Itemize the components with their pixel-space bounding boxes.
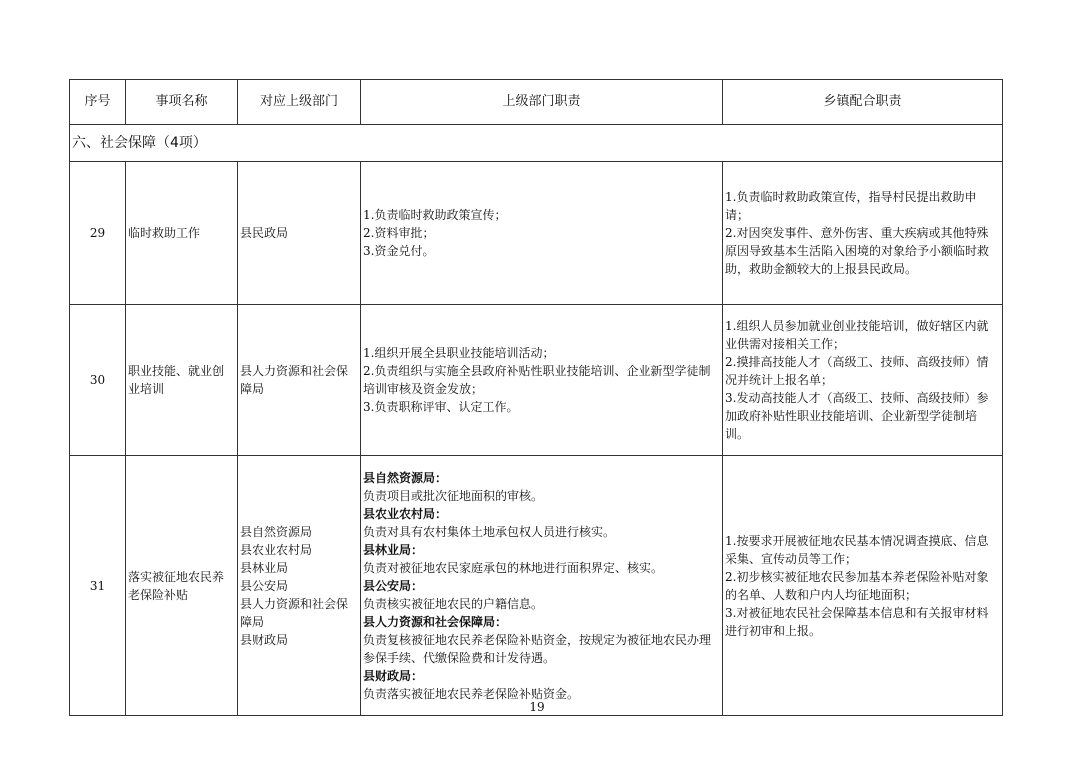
dept-name: 县财政局 [240,632,289,647]
header-no: 序号 [70,80,126,125]
table-row [70,162,1003,305]
duty-line: 负责对被征地农民家庭承包的林地进行面积界定、核实。 [363,560,664,575]
duty-line: 负责落实被征地农民养老保险补贴资金。 [363,686,580,701]
dept-heading: 县自然资源局： [363,470,448,485]
section-row [70,125,1003,162]
dept-heading: 县农业农村局： [363,506,448,521]
table-row [70,456,1003,716]
dept-name: 县人力资源和社会保障局 [240,364,349,396]
duty-line: 2.对因突发事件、意外伤害、重大疾病或其他特殊原因导致基本生活陷入困境的对象给予小额临时救助，救助金额较大的上报县民政局。 [725,226,990,276]
upper-duties-cell [361,305,723,456]
dept-cell [238,305,361,456]
duty-line: 2.资料审批； [363,226,435,240]
dept-name: 县林业局 [240,560,289,575]
dept-name: 县自然资源局 [240,524,313,539]
town-duties-cell [723,305,1003,456]
item-name: 职业技能、就业创业培训 [126,305,238,456]
duty-line: 1.组织人员参加就业创业技能培训，做好辖区内就业供需对接相关工作； [725,319,989,351]
header-town-duties: 乡镇配合职责 [723,80,1003,125]
duty-line: 1.按要求开展被征地农民基本情况调查摸底、信息采集、宣传动员等工作； [725,533,989,566]
item-name: 临时救助工作 [126,162,238,305]
header-upper-duties: 上级部门职责 [361,80,723,125]
duty-line: 负责复核被征地农民养老保险补贴资金，按规定为被征地农民办理参保手续、代缴保险费和计发待遇。 [363,632,712,665]
upper-duties-cell [361,162,723,305]
dept-name: 县民政局 [240,226,289,240]
duty-line: 3.资金兑付。 [363,244,435,258]
table-header-row [70,80,1003,125]
dept-heading: 县公安局： [363,578,424,593]
town-duties-cell [723,162,1003,305]
duty-line: 1.组织开展全县职业技能培训活动； [363,346,555,360]
duty-line: 1.负责临时救助政策宣传； [363,208,507,222]
duty-line: 1.负责临时救助政策宣传，指导村民提出救助申请； [725,190,977,222]
row-number: 30 [70,305,126,456]
duty-line: 2.初步核实被征地农民参加基本养老保险补贴对象的名单、人数和户内人均征地面积； [725,569,989,602]
dept-name: 县人力资源和社会保障局 [240,596,349,629]
duty-line: 3.对被征地农民社会保障基本信息和有关报审材料进行初审和上报。 [725,605,989,638]
dept-name: 县公安局 [240,578,289,593]
header-item: 事项名称 [126,80,238,125]
town-duties-cell [723,456,1003,716]
table-row [70,305,1003,456]
duty-line: 3.发动高技能人才（高级工、技师、高级技师）参加政府补贴性职业技能培训、企业新型学徒制培训。 [725,391,989,441]
duty-line: 负责项目或批次征地面积的审核。 [363,488,544,503]
duty-table [69,79,1003,716]
item-name: 落实被征地农民养老保险补贴 [126,456,238,716]
duty-line: 负责对具有农村集体土地承包权人员进行核实。 [363,524,616,539]
section-title: 六、社会保障（4项） [70,125,1003,162]
page-number: 19 [529,700,545,714]
dept-name: 县农业农村局 [240,542,313,557]
row-number: 31 [70,456,126,716]
header-dept: 对应上级部门 [238,80,361,125]
duty-line: 负责核实被征地农民的户籍信息。 [363,596,544,611]
dept-cell [238,162,361,305]
duty-line: 3.负责职称评审、认定工作。 [363,400,519,414]
dept-heading: 县林业局： [363,542,424,557]
row-number: 29 [70,162,126,305]
duty-line: 2.摸排高技能人才（高级工、技师、高级技师）情况并统计上报名单； [725,355,989,387]
dept-heading: 县财政局： [363,668,424,683]
duty-line: 2.负责组织与实施全县政府补贴性职业技能培训、企业新型学徒制培训审核及资金发放； [363,364,711,396]
upper-duties-cell [361,456,723,716]
dept-heading: 县人力资源和社会保障局： [363,614,508,629]
dept-cell [238,456,361,716]
